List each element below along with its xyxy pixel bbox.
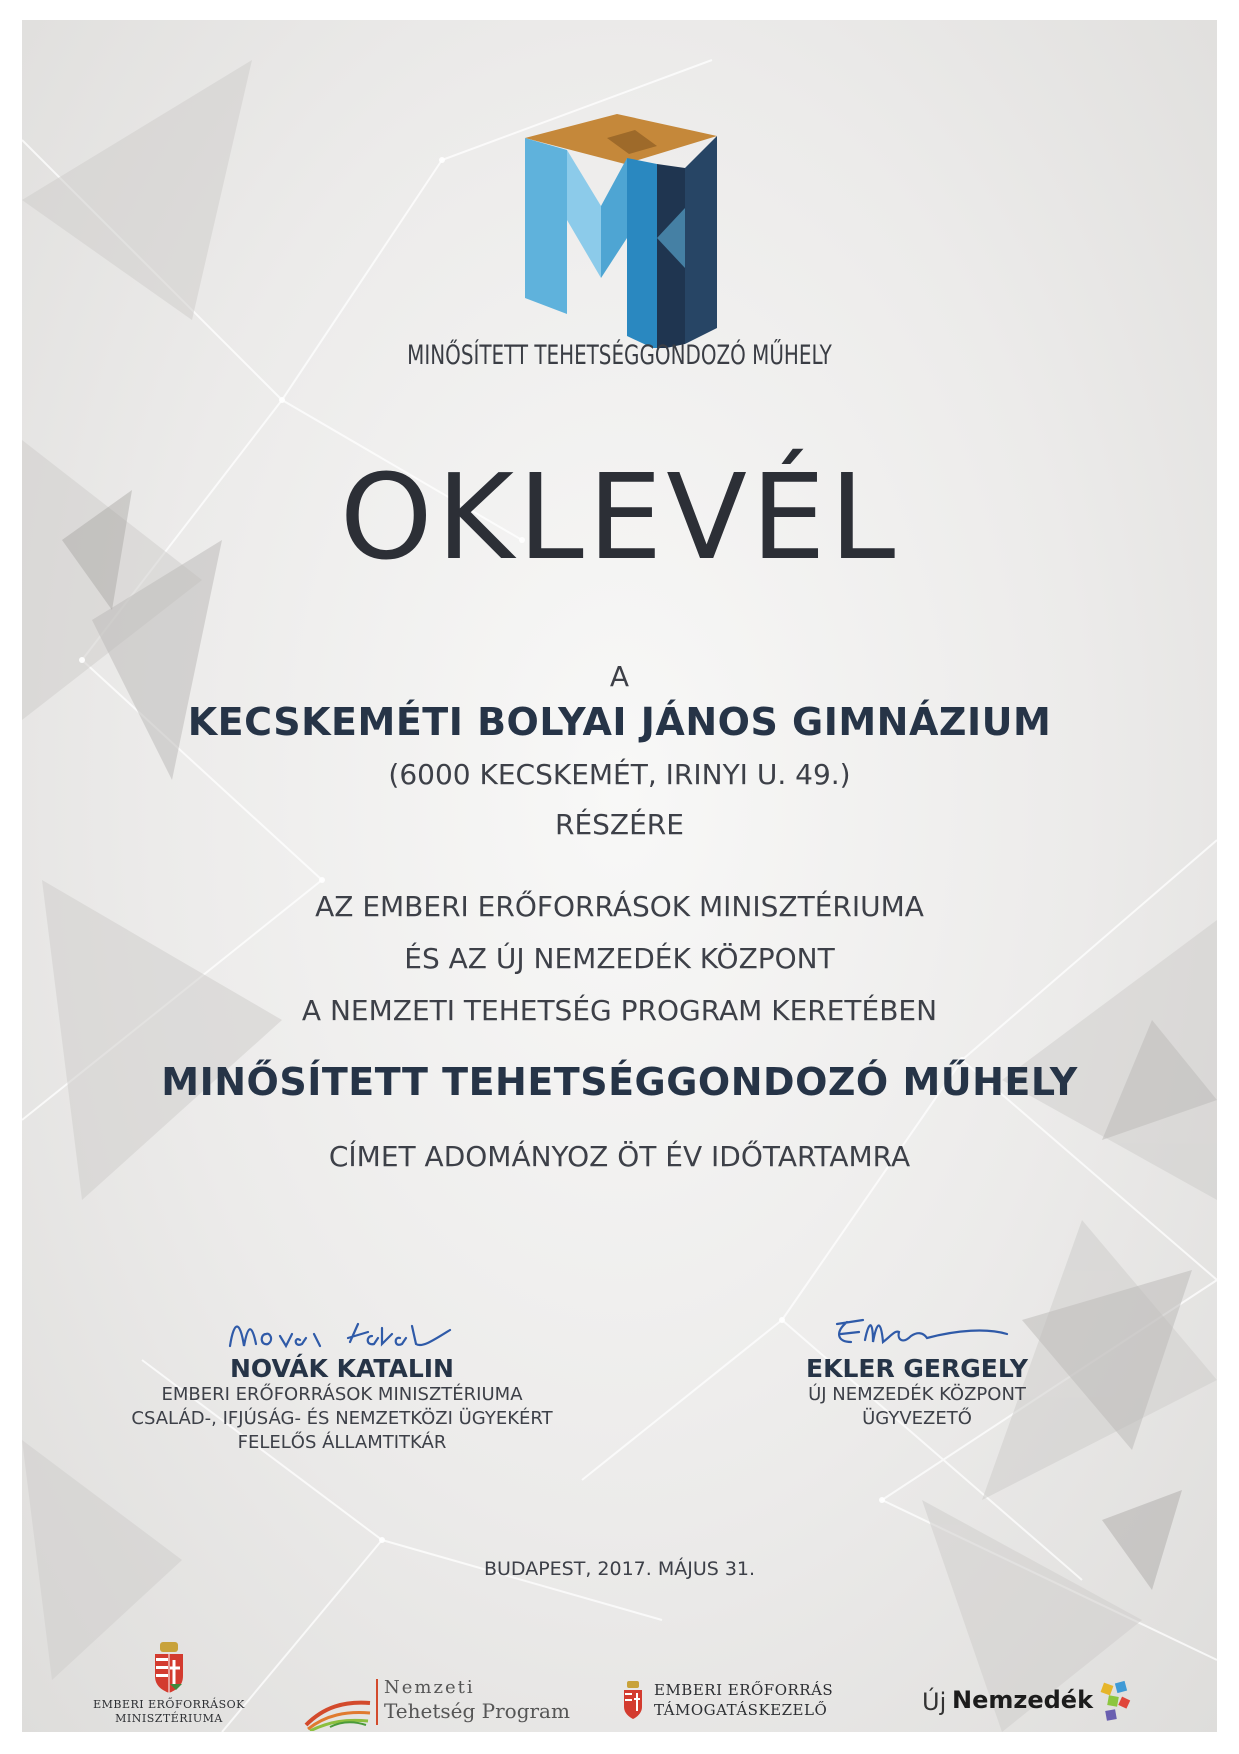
emmi-name-line-1: EMBERI ERŐFORRÁSOK bbox=[93, 1698, 245, 1711]
signature-novak bbox=[222, 1310, 462, 1360]
mtm-logo-icon bbox=[507, 88, 767, 348]
award-text: CÍMET ADOMÁNYOZ ÖT ÉV IDŐTARTAMRA bbox=[328, 1140, 911, 1173]
article-text: A bbox=[609, 660, 630, 693]
uj-nemzedek-logo bbox=[922, 1680, 1142, 1730]
signer-name-left: NOVÁK KATALIN bbox=[230, 1354, 454, 1383]
ntp-line-2: Tehetség Program bbox=[384, 1699, 570, 1723]
school-name: KECSKEMÉTI BOLYAI JÁNOS GIMNÁZIUM bbox=[187, 700, 1052, 744]
body-line-2: ÉS AZ ÚJ NEMZEDÉK KÖZPONT bbox=[404, 942, 835, 975]
award-title: MINŐSÍTETT TEHETSÉGGONDOZÓ MŰHELY bbox=[161, 1060, 1078, 1104]
for-label: RÉSZÉRE bbox=[555, 808, 684, 841]
signer-role-left-2: CSALÁD-, IFJÚSÁG- ÉS NEMZETKÖZI ÜGYEKÉRT bbox=[131, 1408, 553, 1429]
signer-role-right-2: ÜGYVEZETŐ bbox=[862, 1408, 972, 1429]
certificate-sheet bbox=[22, 20, 1217, 1732]
signer-role-left-3: FELELŐS ÁLLAMTITKÁR bbox=[237, 1432, 447, 1453]
body-line-1: AZ EMBERI ERŐFORRÁSOK MINISZTÉRIUMA bbox=[315, 890, 924, 923]
signature-block-right bbox=[712, 1310, 1122, 1431]
signer-name-right: EKLER GERGELY bbox=[806, 1354, 1028, 1383]
signature-block-left bbox=[72, 1310, 612, 1455]
certificate-title: OKLEVÉL bbox=[339, 448, 900, 586]
place-and-date: BUDAPEST, 2017. MÁJUS 31. bbox=[483, 1558, 756, 1580]
eft-line-2: TÁMOGATÁSKEZELŐ bbox=[654, 1701, 828, 1719]
ntp-logo bbox=[304, 1677, 584, 1732]
signer-role-left-1: EMBERI ERŐFORRÁSOK MINISZTÉRIUMA bbox=[161, 1384, 523, 1405]
uj-nemzedek-prefix: Új bbox=[922, 1688, 947, 1716]
emmi-logo bbox=[74, 1640, 264, 1726]
ntp-line-1: Nemzeti bbox=[384, 1677, 475, 1698]
eft-logo bbox=[622, 1677, 882, 1732]
hungarian-coat-of-arms-icon bbox=[152, 1640, 186, 1694]
small-coat-of-arms-icon bbox=[622, 1681, 644, 1721]
logo-caption: MINŐSÍTETT TEHETSÉGGONDOZÓ MŰHELY bbox=[407, 340, 832, 371]
cube-cluster-icon bbox=[1098, 1680, 1134, 1724]
emmi-name-line-2: MINISZTÉRIUMA bbox=[115, 1712, 223, 1725]
school-address: (6000 KECSKEMÉT, IRINYI U. 49.) bbox=[388, 758, 851, 791]
signature-ekler bbox=[807, 1310, 1027, 1360]
uj-nemzedek-name: Nemzedék bbox=[952, 1686, 1094, 1714]
ntp-wave-icon bbox=[304, 1687, 374, 1731]
body-line-3: A NEMZETI TEHETSÉG PROGRAM KERETÉBEN bbox=[301, 994, 938, 1027]
signer-role-right-1: ÚJ NEMZEDÉK KÖZPONT bbox=[808, 1384, 1026, 1405]
eft-line-1: EMBERI ERŐFORRÁS bbox=[654, 1681, 834, 1699]
